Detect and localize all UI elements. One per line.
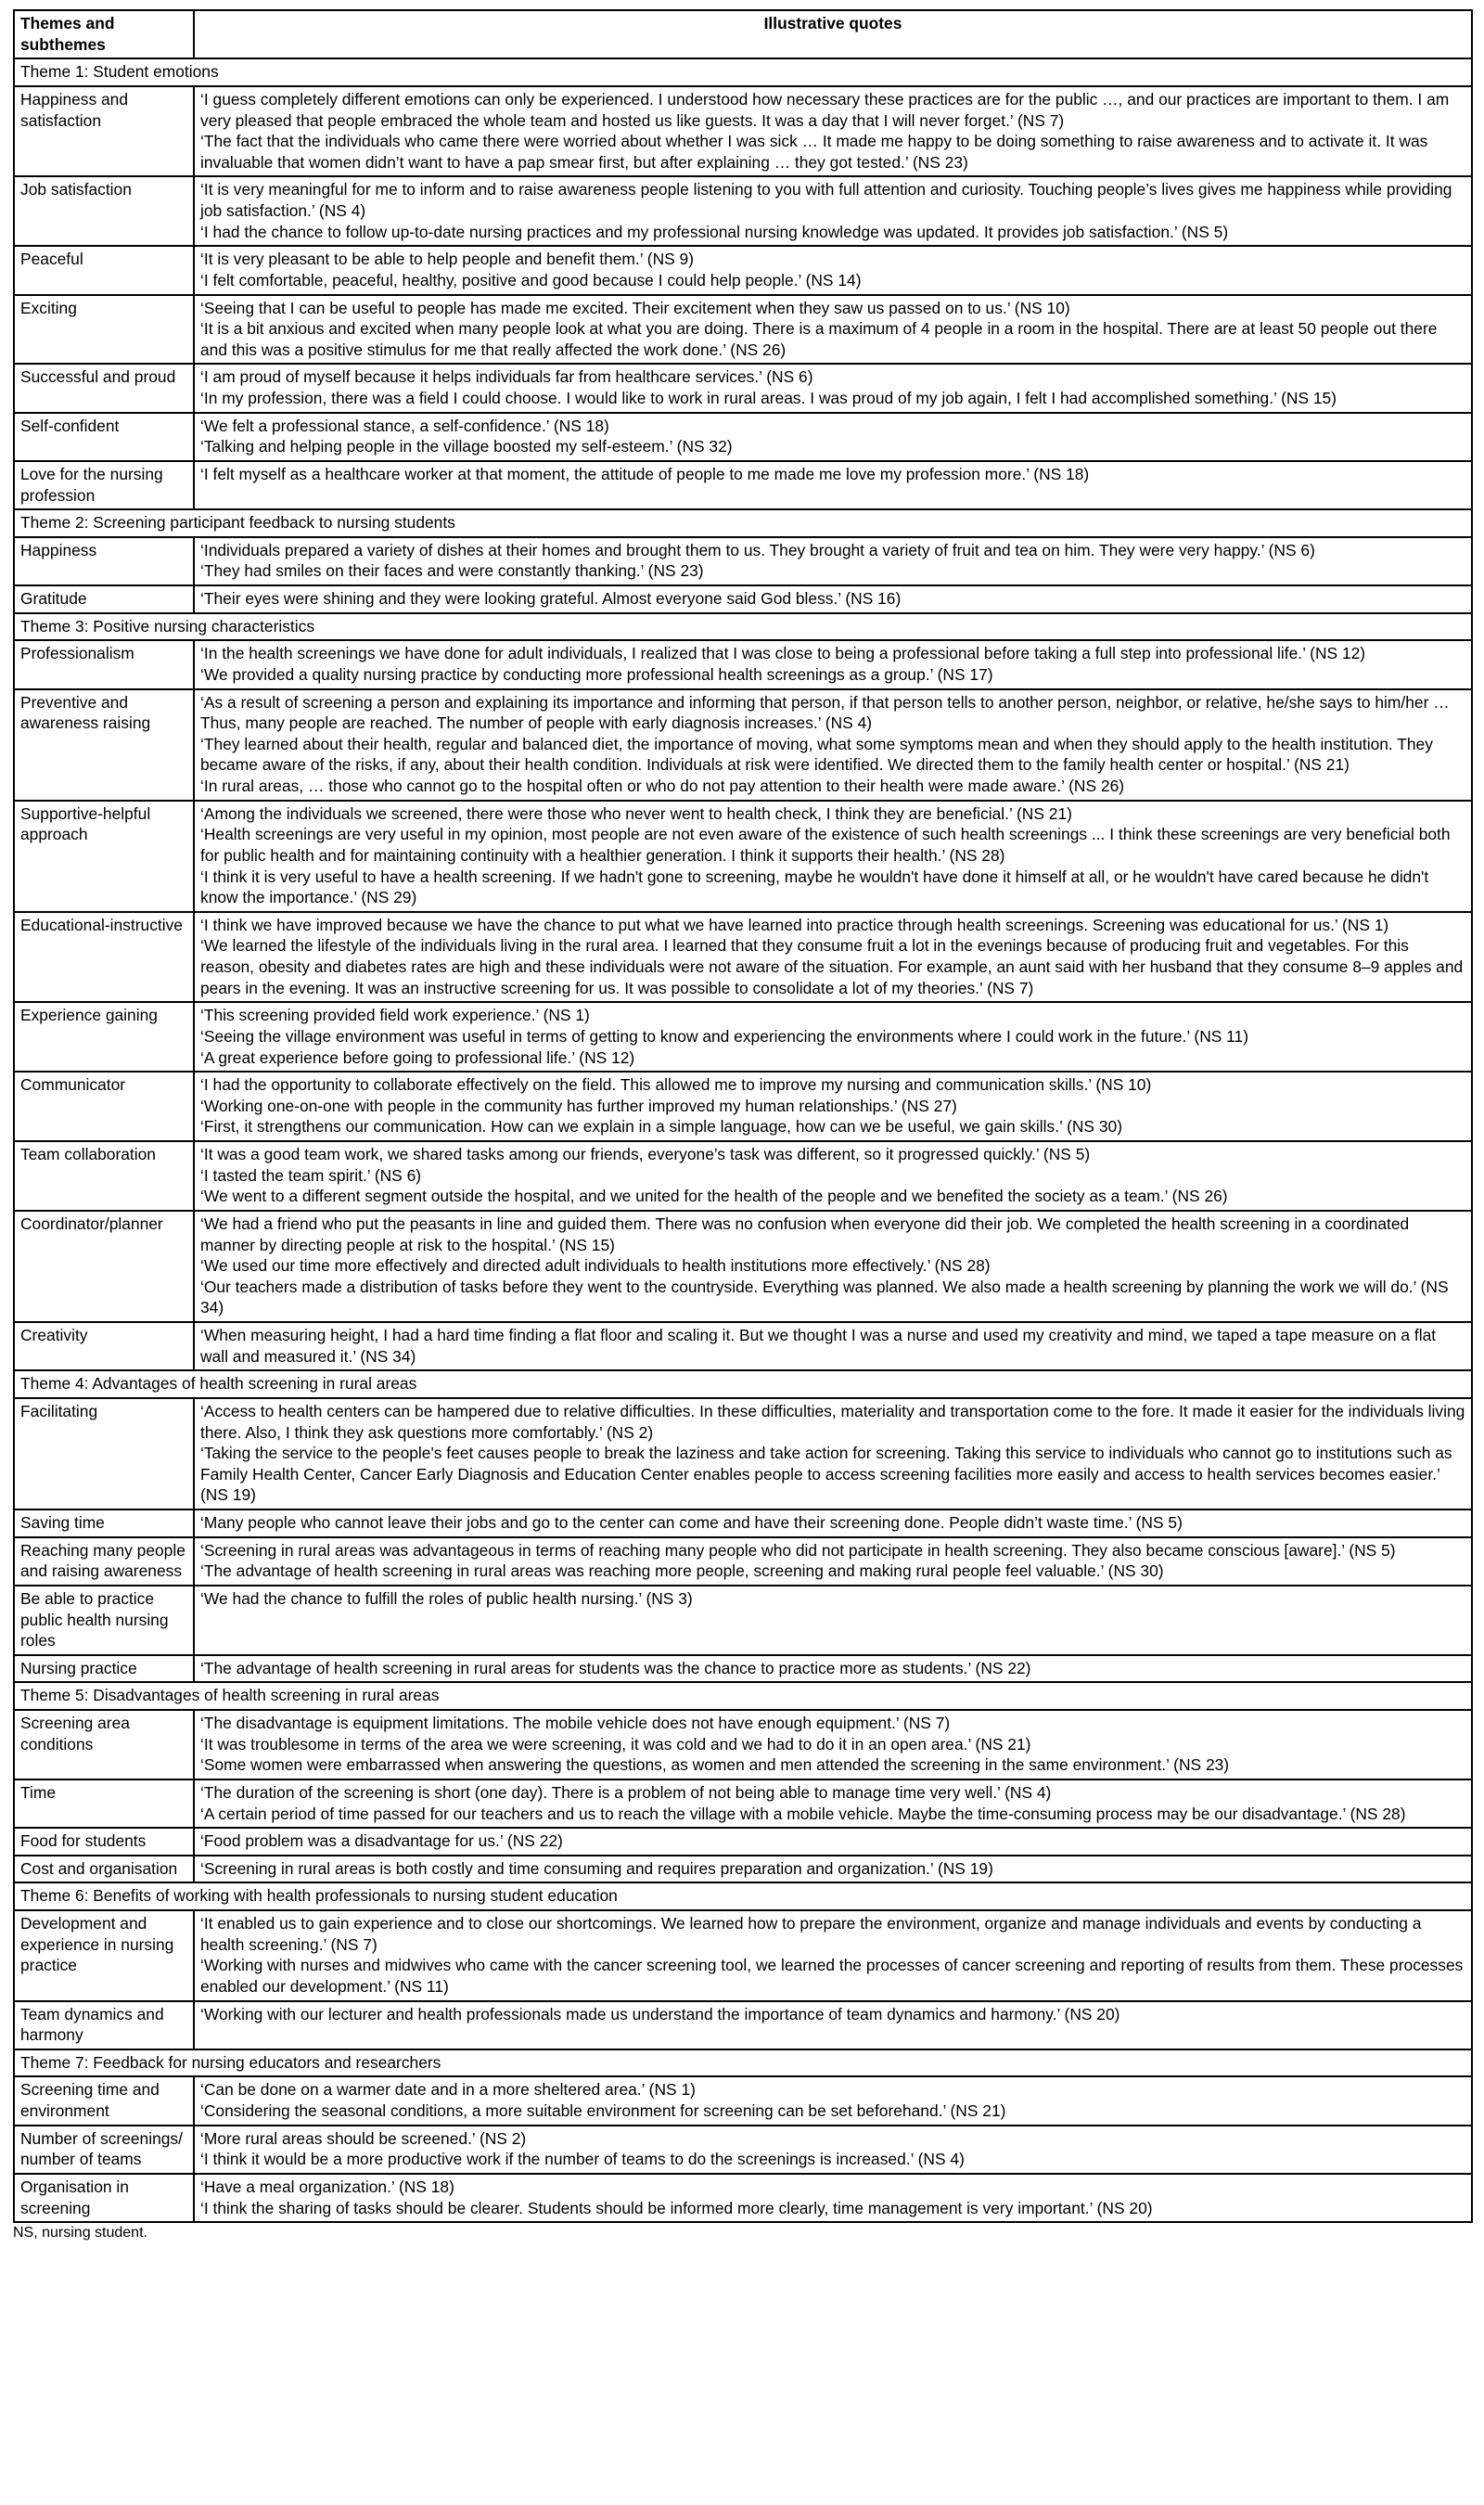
quotes-cell — [194, 801, 1472, 912]
subtheme-row — [14, 2001, 1472, 2049]
quotes-cell — [194, 585, 1472, 613]
quote: ‘I think we have improved because we have the chance to put what we have learned into practice through health screenings. Screening was educational for us.’ (NS 1) — [200, 915, 1389, 934]
subtheme-row — [14, 461, 1472, 509]
subtheme-row — [14, 1856, 1472, 1883]
themes-table — [13, 9, 1473, 2223]
quote: ‘This screening provided field work experience.’ (NS 1) — [200, 1006, 590, 1025]
quote: ‘I guess completely different emotions can only be experienced. I understood how necessary these practices are for the public …, and our practices are important to them. I am very pleased that people embraced the whole team and hosted us like guests. It was a day that I will never forget.’ (NS 7) — [200, 89, 1454, 130]
quotes-cell — [194, 912, 1472, 1003]
subtheme-row — [14, 2126, 1472, 2174]
subtheme-row — [14, 86, 1472, 177]
quote: ‘We felt a professional stance, a self-confidence.’ (NS 18) — [200, 416, 609, 435]
quote: ‘We used our time more effectively and directed adult individuals to health institutions more effectively.’ (NS 28) — [200, 1256, 991, 1276]
theme-title: Theme 5: Disadvantages of health screening in rural areas — [14, 1682, 1472, 1710]
subtheme-row — [14, 1398, 1472, 1509]
quote: ‘I had the opportunity to collaborate effectively on the field. This allowed me to improve my nursing and communication skills.’ (NS 10) — [200, 1075, 1152, 1095]
quotes-cell — [194, 246, 1472, 294]
header-quotes: Illustrative quotes — [194, 10, 1472, 58]
quote: ‘Can be done on a warmer date and in a more sheltered area.’ (NS 1) — [200, 2080, 696, 2100]
quote: ‘The disadvantage is equipment limitations. The mobile vehicle does not have enough equipment.’ (NS 7) — [200, 1714, 951, 1732]
quotes-cell — [194, 1910, 1472, 2001]
quotes-cell — [194, 1828, 1472, 1856]
quotes-cell — [194, 461, 1472, 509]
quote: ‘It is a bit anxious and excited when many people look at what you are doing. There is a maximum of 4 people in a room in the hospital. There are at least 50 people out there and this was a positive stimulus for me that really affected the work done.’ (NS 26) — [200, 319, 1442, 359]
subtheme-row — [14, 1586, 1472, 1655]
quote: ‘Screening in rural areas is both costly and time consuming and requires preparation and organization.’ (NS 19) — [200, 1858, 993, 1878]
subtheme-row — [14, 1072, 1472, 1141]
theme-title: Theme 1: Student emotions — [14, 58, 1472, 86]
subtheme-row — [14, 537, 1472, 585]
quote: ‘A great experience before going to professional life.’ (NS 12) — [200, 1047, 635, 1067]
subtheme-label: Number of screenings/ number of teams — [14, 2126, 194, 2174]
quote: ‘It was a good team work, we shared tasks among our friends, everyone’s task was different, so it progressed quickly.’ (NS 5) — [200, 1145, 1091, 1163]
subtheme-row — [14, 176, 1472, 246]
subtheme-label: Job satisfaction — [14, 176, 194, 246]
theme-row — [14, 1882, 1472, 1910]
quotes-cell — [194, 413, 1472, 461]
quotes-cell — [194, 1537, 1472, 1586]
quote: ‘First, it strengthens our communication. How can we explain in a simple language, how can we be useful, we gain skills.’ (NS 30) — [200, 1117, 1122, 1137]
quotes-cell — [194, 364, 1472, 412]
subtheme-row — [14, 1779, 1472, 1828]
theme-row — [14, 1370, 1472, 1398]
subtheme-label: Experience gaining — [14, 1002, 194, 1072]
subtheme-label: Team collaboration — [14, 1141, 194, 1211]
quote: ‘We had a friend who put the peasants in line and guided them. There was no confusion when everyone did their job. We completed the health screening in a coordinated manner by directing people at risk to the hospital.’ (NS 15) — [200, 1214, 1414, 1254]
quote: ‘Some women were embarrassed when answering the questions, as women and men attended the screening in the same environment.’ (NS 23) — [200, 1755, 1230, 1775]
subtheme-label: Happiness — [14, 537, 194, 585]
footnote: NS, nursing student. — [13, 2225, 147, 2242]
subtheme-label: Be able to practice public health nursing roles — [14, 1586, 194, 1655]
subtheme-label: Self-confident — [14, 413, 194, 461]
subtheme-row — [14, 1828, 1472, 1856]
subtheme-row — [14, 585, 1472, 613]
quotes-cell — [194, 2174, 1472, 2222]
quote: ‘They had smiles on their faces and were constantly thanking.’ (NS 23) — [200, 561, 704, 581]
subtheme-label: Team dynamics and harmony — [14, 2001, 194, 2049]
subtheme-label: Development and experience in nursing practice — [14, 1910, 194, 2001]
quote: ‘Seeing the village environment was useful in terms of getting to know and experiencing the environments where I could work in the future.’ (NS 11) — [200, 1026, 1249, 1046]
quote: ‘Health screenings are very useful in my opinion, most people are not even aware of the existence of such health screenings ... I think these screenings are very beneficial both for public health and for maintaining continuity with a healthier generation. I think it supports their health.’ (NS 28) — [200, 825, 1455, 865]
subtheme-label: Communicator — [14, 1072, 194, 1141]
theme-title: Theme 2: Screening participant feedback to nursing students — [14, 509, 1472, 537]
subtheme-label: Nursing practice — [14, 1655, 194, 1683]
quote: ‘We provided a quality nursing practice by conducting more professional health screenings as a group.’ (NS 17) — [200, 664, 993, 684]
quote: ‘Working with our lecturer and health professionals made us understand the importance of team dynamics and harmony.’ (NS 20) — [200, 2004, 1120, 2023]
subtheme-row — [14, 246, 1472, 294]
subtheme-label: Happiness and satisfaction — [14, 86, 194, 177]
quote: ‘It was troublesome in terms of the area we were screening, it was cold and we had to do it in an open area.’ (NS 21) — [200, 1734, 1031, 1754]
quote: ‘I think it is very useful to have a health screening. If we hadn't gone to screening, maybe he wouldn't have done it himself at all, or he wouldn't have cared because he didn't know the importance.’ (NS 29) — [200, 867, 1434, 907]
subtheme-row — [14, 1710, 1472, 1779]
subtheme-label: Successful and proud — [14, 364, 194, 412]
subtheme-label: Time — [14, 1779, 194, 1828]
quote: ‘Working with nurses and midwives who came with the cancer screening tool, we learned the processes of cancer screening and reporting of results from them. These processes enabled our development.’ (NS 11) — [200, 1956, 1468, 1996]
table-body — [14, 58, 1472, 2222]
theme-title: Theme 7: Feedback for nursing educators and researchers — [14, 2049, 1472, 2077]
subtheme-label: Facilitating — [14, 1398, 194, 1509]
quote: ‘It enabled us to gain experience and to close our shortcomings. We learned how to prepare the environment, organize and manage individuals and events by conducting a health screening.’ (NS 7) — [200, 1914, 1426, 1954]
theme-row — [14, 613, 1472, 641]
subtheme-row — [14, 1537, 1472, 1586]
quote: ‘Access to health centers can be hampered due to relative difficulties. In these difficulties, materiality and transportation come to the fore. It made it easier for the individuals living there. Also, I think they ask questions more comfortably.’ (NS 2) — [200, 1401, 1470, 1442]
subtheme-label: Love for the nursing profession — [14, 461, 194, 509]
quotes-cell — [194, 1141, 1472, 1211]
subtheme-row — [14, 689, 1472, 801]
quotes-cell — [194, 640, 1472, 688]
subtheme-label: Preventive and awareness raising — [14, 689, 194, 801]
quote: ‘We learned the lifestyle of the individuals living in the rural area. I learned that they consume fruit a lot in the evenings because of producing fruit and vegetables. For this reason, obesity and diabetes rates are high and these individuals were not aware of the situation. For example, an aunt said with her husband that they consume 8–9 apples and pears in the evening. It was an instructive screening for us. It was possible to consolidate a lot of my theories.’ (NS 7) — [200, 936, 1468, 997]
subtheme-row — [14, 295, 1472, 365]
quote: ‘Have a meal organization.’ (NS 18) — [200, 2177, 454, 2196]
quote: ‘They learned about their health, regular and balanced diet, the importance of moving, what some symptoms mean and when they should apply to the health institution. They became aware of the risks, if any, about their health condition. Individuals at risk were identified. We directed them to the family health center or hospital.’ (NS 21) — [200, 734, 1438, 775]
quote: ‘It is very pleasant to be able to help people and benefit them.’ (NS 9) — [200, 250, 695, 269]
subtheme-row — [14, 912, 1472, 1003]
quotes-cell — [194, 689, 1472, 801]
quote: ‘I think the sharing of tasks should be clearer. Students should be informed more clearly, time management is very important.’ (NS 20) — [200, 2198, 1153, 2217]
quote: ‘The fact that the individuals who came there were worried about whether I was sick … It made me happy to be doing something to raise awareness and to activate it. It was invaluable that women didn’t want to have a pap smear first, but after explaining … they got tested.’ (NS 23) — [200, 132, 1433, 172]
subtheme-label: Exciting — [14, 295, 194, 365]
quotes-cell — [194, 1002, 1472, 1072]
quote: ‘Food problem was a disadvantage for us.’ (NS 22) — [200, 1831, 563, 1851]
quotes-cell — [194, 86, 1472, 177]
quote: ‘Individuals prepared a variety of dishes at their homes and brought them to us. They brought a variety of fruit and tea on him. They were very happy.’ (NS 6) — [200, 540, 1315, 559]
subtheme-row — [14, 2076, 1472, 2125]
quote: ‘In the health screenings we have done for adult individuals, I realized that I was close to being a professional before taking a full step into professional life.’ (NS 12) — [200, 644, 1366, 663]
quote: ‘Screening in rural areas was advantageous in terms of reaching many people who did not participate in health screening. They also became conscious [aware].’ (NS 5) — [200, 1540, 1396, 1560]
subtheme-label: Cost and organisation — [14, 1856, 194, 1883]
subtheme-label: Screening area conditions — [14, 1710, 194, 1779]
quote: ‘I think it would be a more productive work if the number of teams to do the screenings is increased.’ (NS 4) — [200, 2150, 965, 2169]
quote: ‘I felt myself as a healthcare worker at that moment, the attitude of people to me made me love my profession more.’ (NS 18) — [200, 464, 1090, 483]
subtheme-row — [14, 364, 1472, 412]
quote: ‘I am proud of myself because it helps individuals far from healthcare services.’ (NS 6) — [200, 367, 813, 387]
quotes-cell — [194, 1211, 1472, 1322]
subtheme-row — [14, 801, 1472, 912]
quotes-cell — [194, 2076, 1472, 2125]
quote: ‘The duration of the screening is short (one day). There is a problem of not being able to manage time very well.’ (NS 4) — [200, 1782, 1052, 1802]
subtheme-label: Food for students — [14, 1828, 194, 1856]
quote: ‘I tasted the team spirit.’ (NS 6) — [200, 1165, 422, 1185]
quotes-cell — [194, 1586, 1472, 1655]
subtheme-label: Screening time and environment — [14, 2076, 194, 2125]
subtheme-row — [14, 1002, 1472, 1072]
quotes-cell — [194, 2126, 1472, 2174]
subtheme-row — [14, 640, 1472, 688]
quote: ‘The advantage of health screening in rural areas for students was the chance to practice more as students.’ (NS 22) — [200, 1658, 1031, 1677]
quotes-cell — [194, 176, 1472, 246]
subtheme-label: Reaching many people and raising awareness — [14, 1537, 194, 1586]
quote: ‘Our teachers made a distribution of tasks before they went to the countryside. Everything was planned. We also made a health screening by planning the work we will do.’ (NS 34) — [200, 1277, 1453, 1317]
subtheme-row — [14, 1141, 1472, 1211]
quote: ‘Working one-on-one with people in the community has further improved my human relationships.’ (NS 27) — [200, 1096, 957, 1115]
document — [13, 9, 1471, 2242]
theme-row — [14, 2049, 1472, 2077]
subtheme-row — [14, 1211, 1472, 1322]
quote: ‘When measuring height, I had a hard time finding a flat floor and scaling it. But we thought I was a nurse and used my creativity and mind, we taped a tape measure on a flat wall and measured it.’ (NS 34) — [200, 1326, 1440, 1366]
subtheme-label: Organisation in screening — [14, 2174, 194, 2222]
quote: ‘More rural areas should be screened.’ (NS 2) — [200, 2128, 527, 2148]
theme-row — [14, 509, 1472, 537]
subtheme-row — [14, 1655, 1472, 1683]
quote: ‘We had the chance to fulfill the roles of public health nursing.’ (NS 3) — [200, 1588, 693, 1608]
quote: ‘In rural areas, … those who cannot go to the hospital often or who do not pay attention to their health were made aware.’ (NS 26) — [200, 777, 1125, 795]
quotes-cell — [194, 537, 1472, 585]
quotes-cell — [194, 295, 1472, 365]
theme-row — [14, 1682, 1472, 1710]
subtheme-label: Supportive-helpful approach — [14, 801, 194, 912]
theme-title: Theme 6: Benefits of working with health professionals to nursing student education — [14, 1882, 1472, 1910]
theme-title: Theme 4: Advantages of health screening in rural areas — [14, 1370, 1472, 1398]
subtheme-row — [14, 1322, 1472, 1370]
quotes-cell — [194, 1322, 1472, 1370]
quotes-cell — [194, 1398, 1472, 1509]
subtheme-label: Gratitude — [14, 585, 194, 613]
subtheme-label: Creativity — [14, 1322, 194, 1370]
subtheme-label: Saving time — [14, 1509, 194, 1537]
subtheme-label: Professionalism — [14, 640, 194, 688]
quotes-cell — [194, 1509, 1472, 1537]
quotes-cell — [194, 1072, 1472, 1141]
quotes-cell — [194, 1779, 1472, 1828]
subtheme-row — [14, 413, 1472, 461]
quote: ‘As a result of screening a person and explaining its importance and informing that person, if that person tells to another person, neighbor, or relative, he/she says to him/her … Thus, many people are reached. The number of people with early diagnosis increases.’ (NS 4) — [200, 692, 1454, 733]
subtheme-row — [14, 1910, 1472, 2001]
subtheme-label: Peaceful — [14, 246, 194, 294]
quote: ‘I had the chance to follow up-to-date nursing practices and my professional nursing knowledge was updated. It provides job satisfaction.’ (NS 5) — [200, 222, 1229, 241]
quote: ‘Talking and helping people in the village boosted my self-esteem.’ (NS 32) — [200, 437, 733, 456]
quotes-cell — [194, 1710, 1472, 1779]
subtheme-row — [14, 2174, 1472, 2222]
quote: ‘Considering the seasonal conditions, a more suitable environment for screening can be set beforehand.’ (NS 21) — [200, 2101, 1006, 2120]
header-themes: Themes and subthemes — [14, 10, 194, 58]
quote: ‘The advantage of health screening in rural areas was reaching more people, screening and making rural people feel valuable.’ (NS 30) — [200, 1561, 1164, 1581]
subtheme-label: Coordinator/planner — [14, 1211, 194, 1322]
theme-row — [14, 58, 1472, 86]
quote: ‘I felt comfortable, peaceful, healthy, positive and good because I could help people.’ (NS 14) — [200, 270, 862, 289]
quotes-cell — [194, 2001, 1472, 2049]
subtheme-row — [14, 1509, 1472, 1537]
quote: ‘Among the individuals we screened, there were those who never went to health check, I think they are beneficial.’ (NS 21) — [200, 803, 1072, 823]
quote: ‘In my profession, there was a field I could choose. I would like to work in rural areas. I was proud of my job again, I felt I had accomplished something.’ (NS 15) — [200, 389, 1337, 407]
quote: ‘It is very meaningful for me to inform and to raise awareness people listening to you with full attention and curiosity. Touching people’s lives gives me happiness while providing job satisfaction.’ (NS 4) — [200, 180, 1457, 220]
quote: ‘Seeing that I can be useful to people has made me excited. Their excitement when they saw us passed on to us.’ (NS 10) — [200, 298, 1070, 317]
quote: ‘Many people who cannot leave their jobs and go to the center can come and have their screening done. People didn’t waste time.’ (NS 5) — [200, 1513, 1183, 1532]
quote: ‘A certain period of time passed for our teachers and us to reach the village with a mobile vehicle. Maybe the time-consuming process may be our disadvantage.’ (NS 28) — [200, 1804, 1406, 1823]
theme-title: Theme 3: Positive nursing characteristics — [14, 613, 1472, 641]
quotes-cell — [194, 1856, 1472, 1883]
quotes-cell — [194, 1655, 1472, 1683]
quote: ‘We went to a different segment outside the hospital, and we united for the health of the people and we benefited the society as a team.’ (NS 26) — [200, 1187, 1228, 1206]
subtheme-label: Educational-instructive — [14, 912, 194, 1003]
table-header-row — [14, 10, 1472, 58]
quote: ‘Taking the service to the people's feet causes people to break the laziness and take action for screening. Taking this service to individuals who cannot go to institutions such as Family Health Center, Cancer Early Diagnosis and Education Center enables people to access screening facilities more easily and access to health services becomes easier.’ (NS 19) — [200, 1444, 1457, 1505]
quote: ‘Their eyes were shining and they were looking grateful. Almost everyone said God bless.’ (NS 16) — [200, 589, 902, 608]
